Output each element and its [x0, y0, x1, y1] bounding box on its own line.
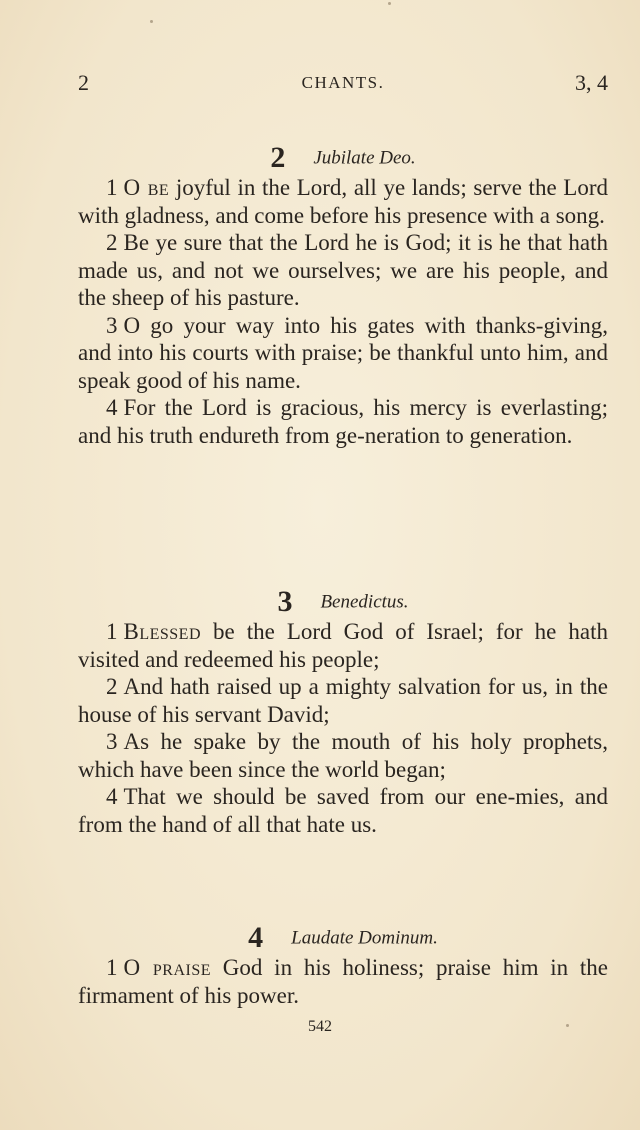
verse-list	[78, 618, 608, 838]
verse-text: Be ye sure that the Lord he is God; it is he that hath made us, and not we ourselves; we are his people, and the sheep of his pasture.	[78, 230, 608, 310]
verse-number: 2	[106, 230, 118, 255]
running-header	[78, 70, 608, 98]
verse-text: God in his holiness; praise him in the firmament of his power.	[78, 955, 608, 1008]
verse-text: As he spake by the mouth of his holy prophets, which have been since the world began;	[78, 729, 608, 782]
section-title: Laudate Dominum.	[291, 927, 438, 949]
verse	[78, 954, 608, 1009]
verse	[78, 618, 608, 673]
section-number: 4	[248, 921, 264, 955]
verse-text: That we should be saved from our ene-mies, and from the hand of all that hate us.	[78, 784, 608, 837]
section-heading	[78, 922, 608, 954]
verse	[78, 783, 608, 838]
section-title: Benedictus.	[320, 591, 409, 613]
verse	[78, 673, 608, 728]
verse-opening-caps: O be	[123, 175, 170, 200]
section-heading	[78, 586, 608, 618]
verse	[78, 728, 608, 783]
verse-opening-caps: Blessed	[123, 619, 202, 644]
verse	[78, 174, 608, 229]
header-chant-range: 3, 4	[575, 70, 608, 95]
verse-number: 2	[106, 674, 118, 699]
verse-text: be the Lord God of Israel; for he hath visited and redeemed his people;	[78, 619, 608, 672]
verse	[78, 312, 608, 395]
verse-number: 1	[106, 175, 118, 200]
chant-section	[78, 586, 608, 838]
verse-number: 1	[106, 619, 118, 644]
chant-section	[78, 922, 608, 1009]
verse-text: joyful in the Lord, all ye lands; serve the Lord with gladness, and come before his presence with a song.	[78, 175, 609, 228]
verse-number: 4	[106, 395, 118, 420]
chant-section	[78, 142, 608, 449]
verse-number: 4	[106, 784, 118, 809]
verse	[78, 394, 608, 449]
verse-list	[78, 174, 608, 449]
verse	[78, 229, 608, 312]
header-title: CHANTS.	[301, 73, 385, 92]
section-number: 3	[277, 585, 293, 619]
verse-number: 3	[106, 312, 118, 338]
verse-text: O go your way into his gates with thanks-giving, and into his courts with praise; be thankful unto him, and speak good of his name.	[78, 312, 608, 393]
paper-speck	[150, 20, 153, 23]
header-page-number: 2	[78, 70, 89, 95]
footer-page-number: 542	[308, 1018, 332, 1035]
verse-number: 1	[106, 955, 118, 980]
section-title: Jubilate Deo.	[313, 147, 416, 169]
verse-list	[78, 954, 608, 1009]
section-heading	[78, 142, 608, 174]
verse-number: 3	[106, 729, 118, 754]
verse-text: And hath raised up a mighty salvation for us, in the house of his servant David;	[78, 674, 608, 727]
verse-opening-caps: O praise	[123, 955, 212, 980]
section-number: 2	[270, 141, 286, 175]
paper-speck	[388, 2, 391, 5]
verse-text: For the Lord is gracious, his mercy is everlasting; and his truth endureth from ge-neration to generation.	[78, 395, 608, 448]
